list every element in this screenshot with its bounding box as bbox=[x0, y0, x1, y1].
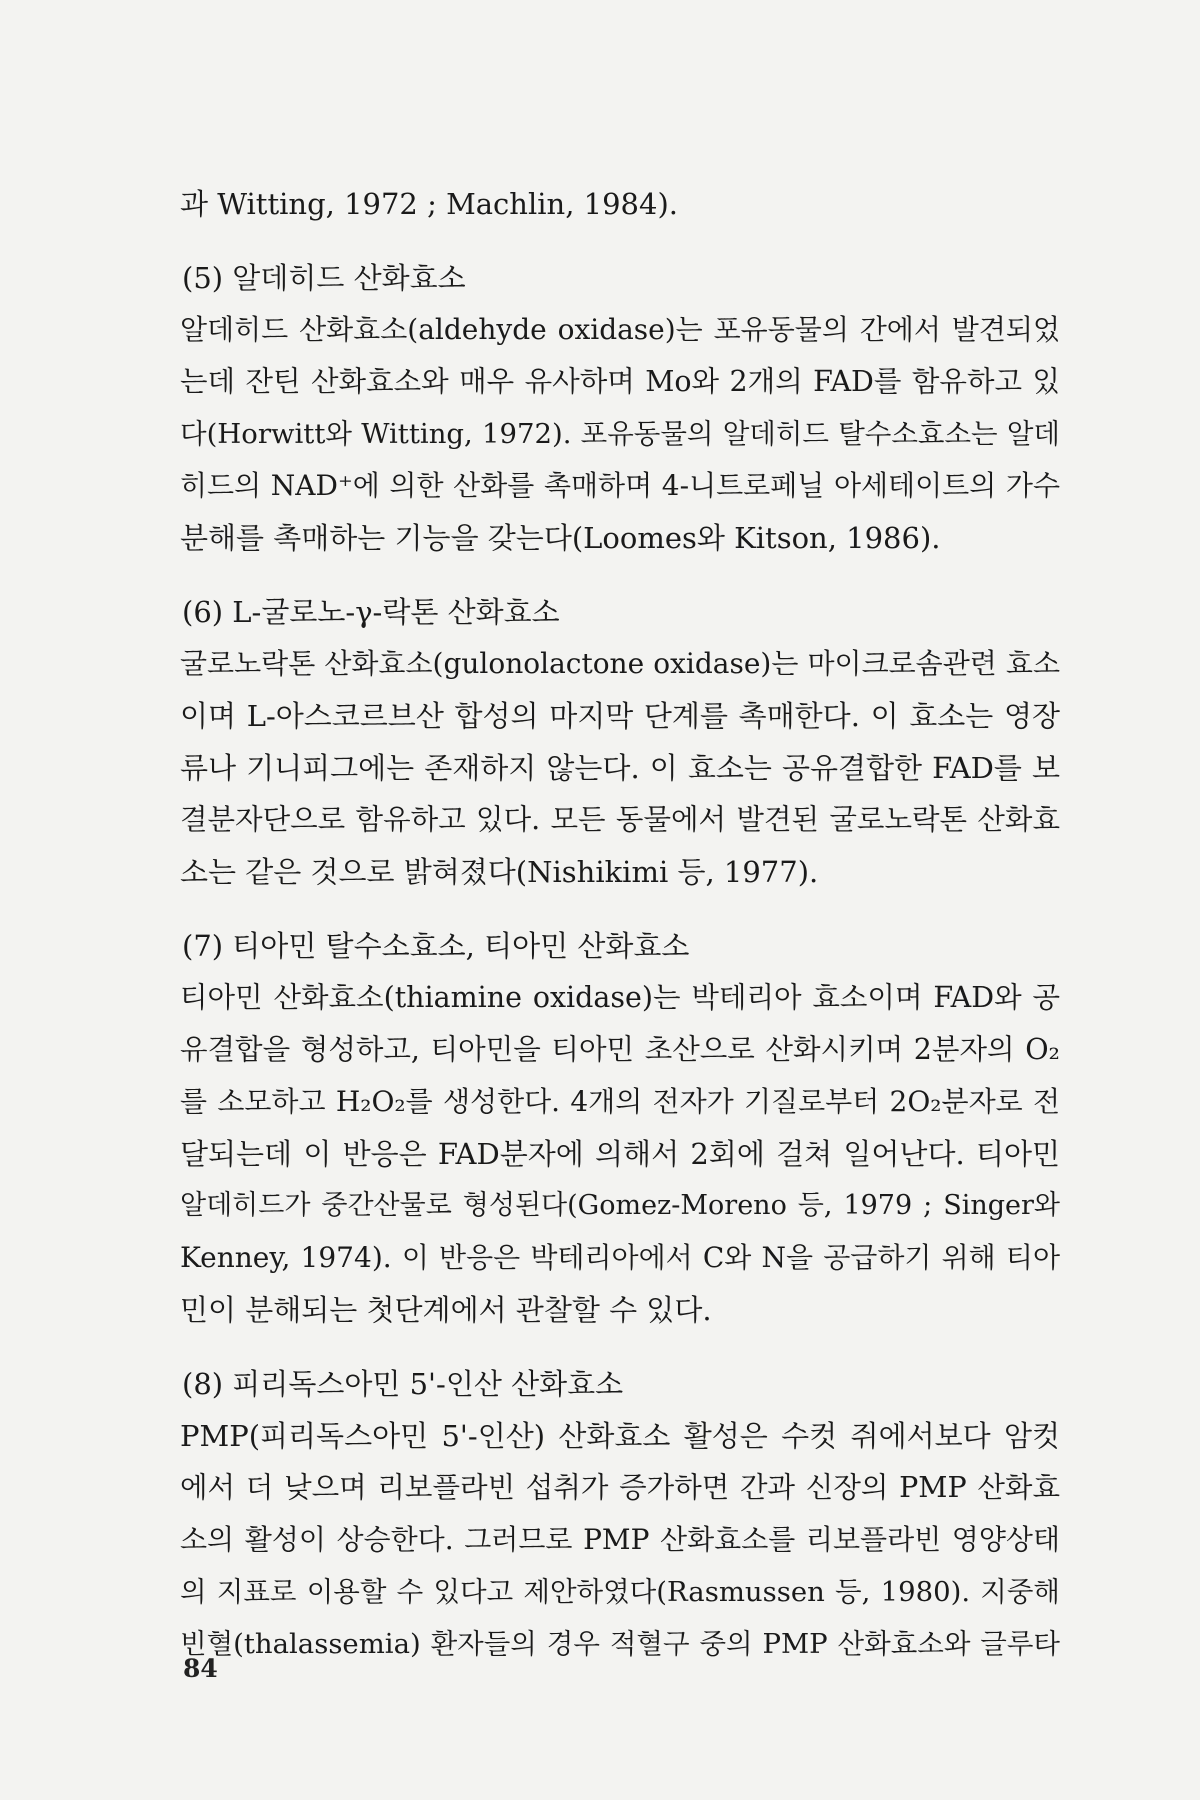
page-body bbox=[180, 178, 1060, 1670]
section-heading: (7) 티아민 탈수소효소, 티아민 산화효소 bbox=[182, 929, 690, 963]
body-line: 다(Horwitt와 Witting, 1972). 포유동물의 알데히드 탈수소효소는 알데 bbox=[180, 418, 1060, 450]
body-line: 알데히드가 중간산물로 형성된다(Gomez-Moreno 등, 1979 ; Singer와 bbox=[180, 1190, 1060, 1221]
body-line: 달되는데 이 반응은 FAD분자에 의해서 2회에 걸쳐 일어난다. 티아민 bbox=[180, 1137, 1060, 1171]
section-heading: (8) 피리독스아민 5'-인산 산화효소 bbox=[182, 1367, 624, 1401]
body-line: 이며 L-아스코르브산 합성의 마지막 단계를 촉매한다. 이 효소는 영장 bbox=[180, 699, 1060, 733]
body-line: Kenney, 1974). 이 반응은 박테리아에서 C와 N을 공급하기 위해 티아 bbox=[180, 1241, 1060, 1274]
body-line: 류나 기니피그에는 존재하지 않는다. 이 효소는 공유결합한 FAD를 보 bbox=[180, 751, 1060, 785]
body-line: 빈혈(thalassemia) 환자들의 경우 적혈구 중의 PMP 산화효소와 글루타 bbox=[180, 1628, 1060, 1660]
body-line: 에서 더 낮으며 리보플라빈 섭취가 증가하면 간과 신장의 PMP 산화효 bbox=[180, 1471, 1060, 1504]
body-line: 의 지표로 이용할 수 있다고 제안하였다(Rasmussen 등, 1980). 지중해 bbox=[180, 1576, 1060, 1608]
body-line: 소의 활성이 상승한다. 그러므로 PMP 산화효소를 리보플라빈 영양상태 bbox=[180, 1523, 1060, 1556]
body-line: 과 Witting, 1972 ; Machlin, 1984). bbox=[180, 187, 678, 221]
body-line: 결분자단으로 함유하고 있다. 모든 동물에서 발견된 굴로노락톤 산화효 bbox=[180, 803, 1060, 836]
section-pmp-oxidase bbox=[180, 1358, 1060, 1670]
body-line: 소는 같은 것으로 밝혀졌다(Nishikimi 등, 1977). bbox=[180, 855, 819, 889]
section-gulonolactone-oxidase bbox=[180, 586, 1060, 898]
body-line: 티아민 산화효소(thiamine oxidase)는 박테리아 효소이며 FAD와 공 bbox=[180, 981, 1060, 1014]
body-line: PMP(피리독스아민 5'-인산) 산화효소 활성은 수컷 쥐에서보다 암컷 bbox=[180, 1419, 1060, 1453]
section-aldehyde-oxidase bbox=[180, 252, 1060, 564]
body-line: 분해를 촉매하는 기능을 갖는다(Loomes와 Kitson, 1986). bbox=[180, 521, 941, 555]
body-line: 유결합을 형성하고, 티아민을 티아민 초산으로 산화시키며 2분자의 O₂ bbox=[180, 1033, 1060, 1066]
section-heading: (5) 알데히드 산화효소 bbox=[182, 261, 466, 295]
section-thiamine-oxidase bbox=[180, 920, 1060, 1336]
page-number: 84 bbox=[183, 1654, 218, 1683]
body-line: 를 소모하고 H₂O₂를 생성한다. 4개의 전자가 기질로부터 2O₂분자로 전 bbox=[180, 1085, 1060, 1118]
body-line: 굴로노락톤 산화효소(gulonolactone oxidase)는 마이크로솜관련 효소 bbox=[180, 647, 1060, 680]
body-line: 는데 잔틴 산화효소와 매우 유사하며 Mo와 2개의 FAD를 함유하고 있 bbox=[180, 365, 1060, 398]
body-line: 알데히드 산화효소(aldehyde oxidase)는 포유동물의 간에서 발견되었 bbox=[180, 313, 1060, 346]
section-heading: (6) L-굴로노-γ-락톤 산화효소 bbox=[182, 595, 560, 629]
body-line: 민이 분해되는 첫단계에서 관찰할 수 있다. bbox=[180, 1293, 712, 1327]
body-line: 히드의 NAD⁺에 의한 산화를 촉매하며 4-니트로페닐 아세테이트의 가수 bbox=[180, 469, 1060, 502]
